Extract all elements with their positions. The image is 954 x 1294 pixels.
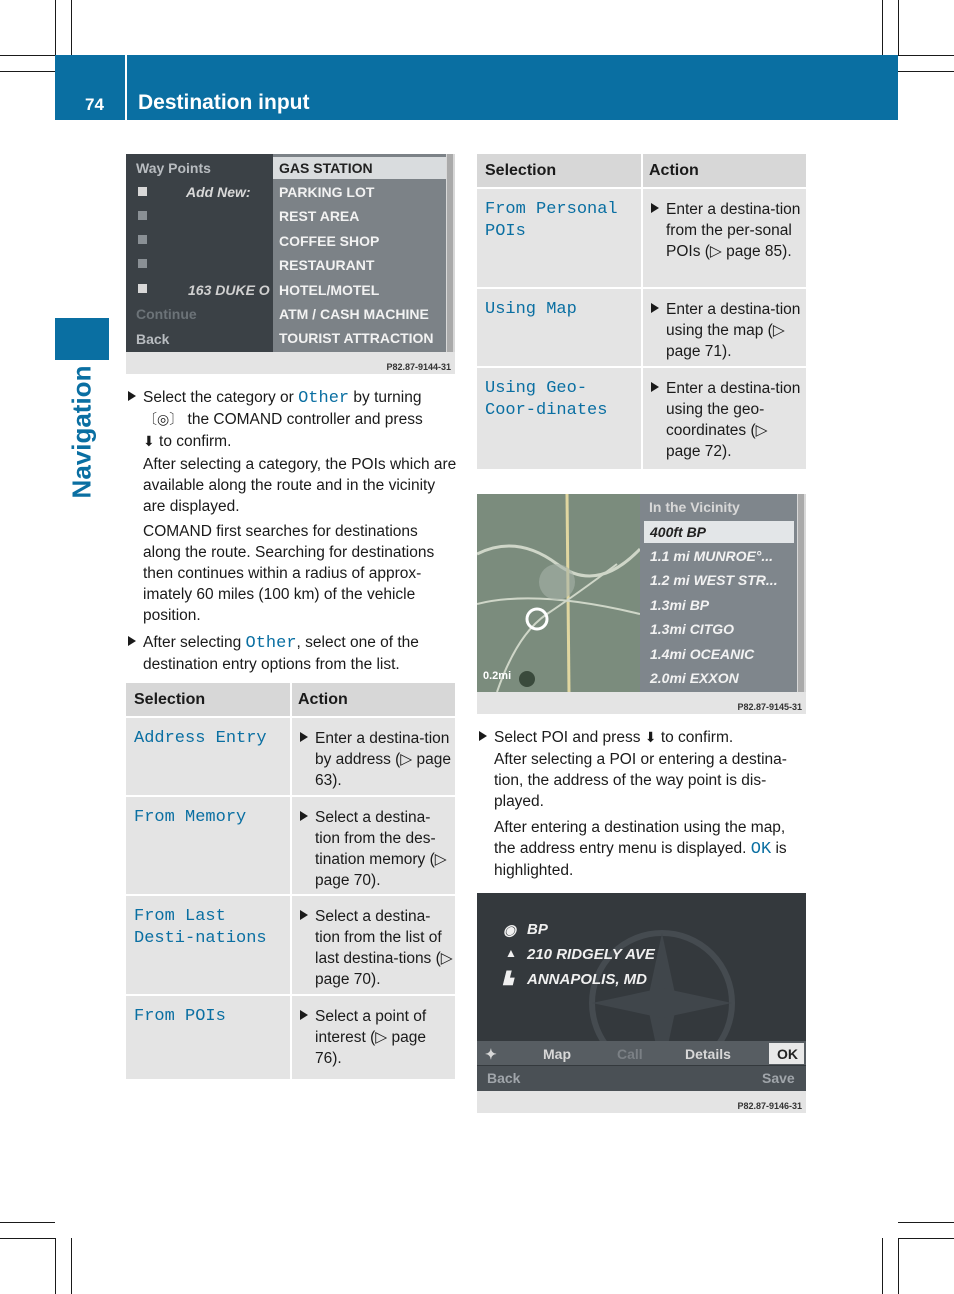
table-row (126, 716, 455, 797)
action-text: Enter a destina-tion using the geo-coordinates (▷ page 72). (666, 378, 804, 462)
controller-press-icon: ⬇ (644, 730, 657, 746)
list-item: 1.3mi CITGO (650, 621, 735, 637)
image-code: P82.87-9144-31 (386, 362, 451, 372)
header-action: Action (298, 691, 348, 708)
step-arrow-icon (300, 1010, 308, 1020)
destination-flag-icon (138, 284, 147, 293)
waypoint-address: 163 DUKE O (188, 282, 270, 298)
paragraph: COMAND first searches for destinations along the route. Searching for destinations then continues within a radius of approx-imately 60 miles (100 km) of the vehicle position. (143, 523, 435, 624)
option-address-entry: Address Entry (134, 729, 267, 748)
crop-mark (0, 71, 55, 72)
list-item: 1.3mi BP (650, 597, 710, 613)
waypoint-flag-icon (138, 259, 147, 268)
waypoint-flag-icon (138, 211, 147, 220)
page-number: 74 (85, 95, 104, 114)
poi-icon: ◉ (503, 922, 517, 939)
crop-mark (882, 1238, 883, 1294)
ok-keyword: OK (750, 840, 772, 859)
waypoints-title: Way Points (136, 160, 211, 176)
menu-item: RESTAURANT (279, 257, 375, 273)
image-code: P82.87-9146-31 (737, 1101, 802, 1111)
crop-mark (55, 1238, 56, 1294)
save-button: Save (762, 1070, 795, 1086)
details-button: Details (685, 1046, 731, 1062)
header-selection: Selection (134, 691, 206, 708)
section-label: Navigation (66, 365, 97, 499)
menu-item: GAS STATION (279, 160, 373, 176)
table-row (477, 187, 806, 289)
step-arrow-icon (651, 303, 659, 313)
add-new-label: Add New: (186, 184, 251, 200)
crop-mark (71, 1238, 72, 1294)
table-row (126, 994, 455, 1079)
map-roads (477, 494, 640, 692)
option-from-last-destinations: From Last Desti-nations (134, 907, 267, 948)
paragraph: After entering a destination using the map, the address entry menu is displayed. OK is highlighted. (494, 819, 787, 879)
instruction-step: Select the category or Other by turning 〔◎〕 the COMAND controller and press ⬇ to confirm. (143, 387, 458, 453)
crop-mark (898, 0, 899, 55)
header-divider (125, 55, 127, 120)
option-from-memory: From Memory (134, 808, 247, 827)
selection-table (477, 154, 806, 469)
crop-mark (898, 1238, 899, 1294)
step-arrow-icon (479, 731, 487, 741)
menu-scrollbar (447, 154, 453, 352)
header-selection: Selection (485, 162, 557, 179)
address-entry-screenshot (477, 893, 806, 1113)
paragraph: After selecting a category, the POIs which are available along the route and in the vicinity are displayed. (143, 456, 457, 515)
header-action: Action (649, 162, 699, 179)
waypoint-flag-icon (138, 235, 147, 244)
table-row (477, 287, 806, 368)
compass-background-icon (477, 893, 806, 1041)
step-arrow-icon (300, 732, 308, 742)
step-arrow-icon (128, 391, 136, 401)
instruction-step: Select POI and press ⬇ to confirm. (494, 727, 809, 749)
table-row (126, 795, 455, 896)
menu-item: ATM / CASH MACHINE (279, 306, 429, 322)
instruction-step: After selecting Other, select one of the destination entry options from the list. (143, 632, 458, 675)
table-row (126, 894, 455, 996)
map-view (477, 494, 640, 692)
menu-item: TOURIST ATTRACTION (279, 330, 434, 346)
crop-mark (71, 0, 72, 55)
side-tab (55, 318, 109, 360)
crop-mark (898, 1238, 954, 1239)
poi-vicinity-screenshot (477, 494, 806, 714)
paragraph: After selecting a POI or entering a destina-tion, the address of the way point is dis-played. (494, 751, 787, 810)
poi-category-screenshot (126, 154, 455, 374)
vicinity-title: In the Vicinity (649, 499, 740, 515)
voice-icon: ✦ (485, 1046, 497, 1062)
menu-item: HOTEL/MOTEL (279, 282, 380, 298)
list-item: 400ft BP (650, 524, 707, 540)
ok-button: OK (777, 1046, 798, 1062)
action-text: Enter a destina-tion by address (▷ page 63). (315, 728, 453, 791)
step-arrow-icon (651, 203, 659, 213)
option-from-personal-pois: From Personal POIs (485, 200, 618, 241)
image-code: P82.87-9145-31 (737, 702, 802, 712)
option-using-geo-coordinates: Using Geo-Coor-dinates (485, 379, 608, 420)
city-icon: ▙ (504, 971, 514, 985)
action-text: Enter a destina-tion using the map (▷ page 71). (666, 299, 804, 362)
list-item: 1.4mi OCEANIC (650, 646, 755, 662)
menu-item: REST AREA (279, 208, 360, 224)
other-keyword: Other (298, 389, 350, 408)
list-item: 1.2 mi WEST STR... (650, 572, 778, 588)
bottom-bar (477, 1066, 806, 1091)
back-label: Back (136, 331, 170, 347)
crop-mark (55, 0, 56, 55)
continue-label: Continue (136, 306, 197, 322)
step-arrow-icon (651, 382, 659, 392)
crop-mark (882, 0, 883, 55)
menu-item: COFFEE SHOP (279, 233, 380, 249)
option-from-pois: From POIs (134, 1007, 226, 1026)
address-line: 210 RIDGELY AVE (527, 946, 655, 963)
back-button: Back (487, 1070, 521, 1086)
option-using-map: Using Map (485, 300, 577, 319)
list-item: 2.0mi EXXON (650, 670, 739, 686)
map-button: Map (543, 1046, 571, 1062)
crop-mark (0, 1238, 55, 1239)
address-line: BP (527, 921, 548, 938)
table-row (477, 366, 806, 469)
crop-mark (0, 1222, 55, 1223)
address-line: ANNAPOLIS, MD (527, 971, 647, 988)
action-text: Enter a destina-tion from the per-sonal POIs (▷ page 85). (666, 199, 804, 262)
crop-mark (898, 1222, 954, 1223)
step-arrow-icon (128, 636, 136, 646)
list-scrollbar (798, 494, 804, 692)
selection-table (126, 683, 455, 1079)
action-text: Select a destina-tion from the des-tination memory (▷ page 70). (315, 807, 453, 891)
map-scale: 0.2mi (483, 670, 512, 682)
action-text: Select a destina-tion from the list of last destina-tions (▷ page 70). (315, 906, 453, 990)
waypoint-flag-icon (138, 187, 147, 196)
page-title: Destination input (138, 91, 310, 114)
controller-press-icon: ⬇ (143, 434, 155, 450)
step-arrow-icon (300, 910, 308, 920)
controller-turn-icon: 〔◎〕 (143, 412, 184, 428)
call-button: Call (617, 1046, 643, 1062)
menu-item: PARKING LOT (279, 184, 375, 200)
other-keyword: Other (245, 634, 297, 653)
step-arrow-icon (300, 811, 308, 821)
street-icon: ▲ (505, 946, 517, 960)
page-header (55, 55, 898, 120)
action-text: Select a point of interest (▷ page 76). (315, 1006, 453, 1069)
crop-mark (898, 71, 954, 72)
list-item: 1.1 mi MUNROE°... (650, 548, 774, 564)
crop-mark (0, 55, 55, 56)
crop-mark (898, 55, 954, 56)
